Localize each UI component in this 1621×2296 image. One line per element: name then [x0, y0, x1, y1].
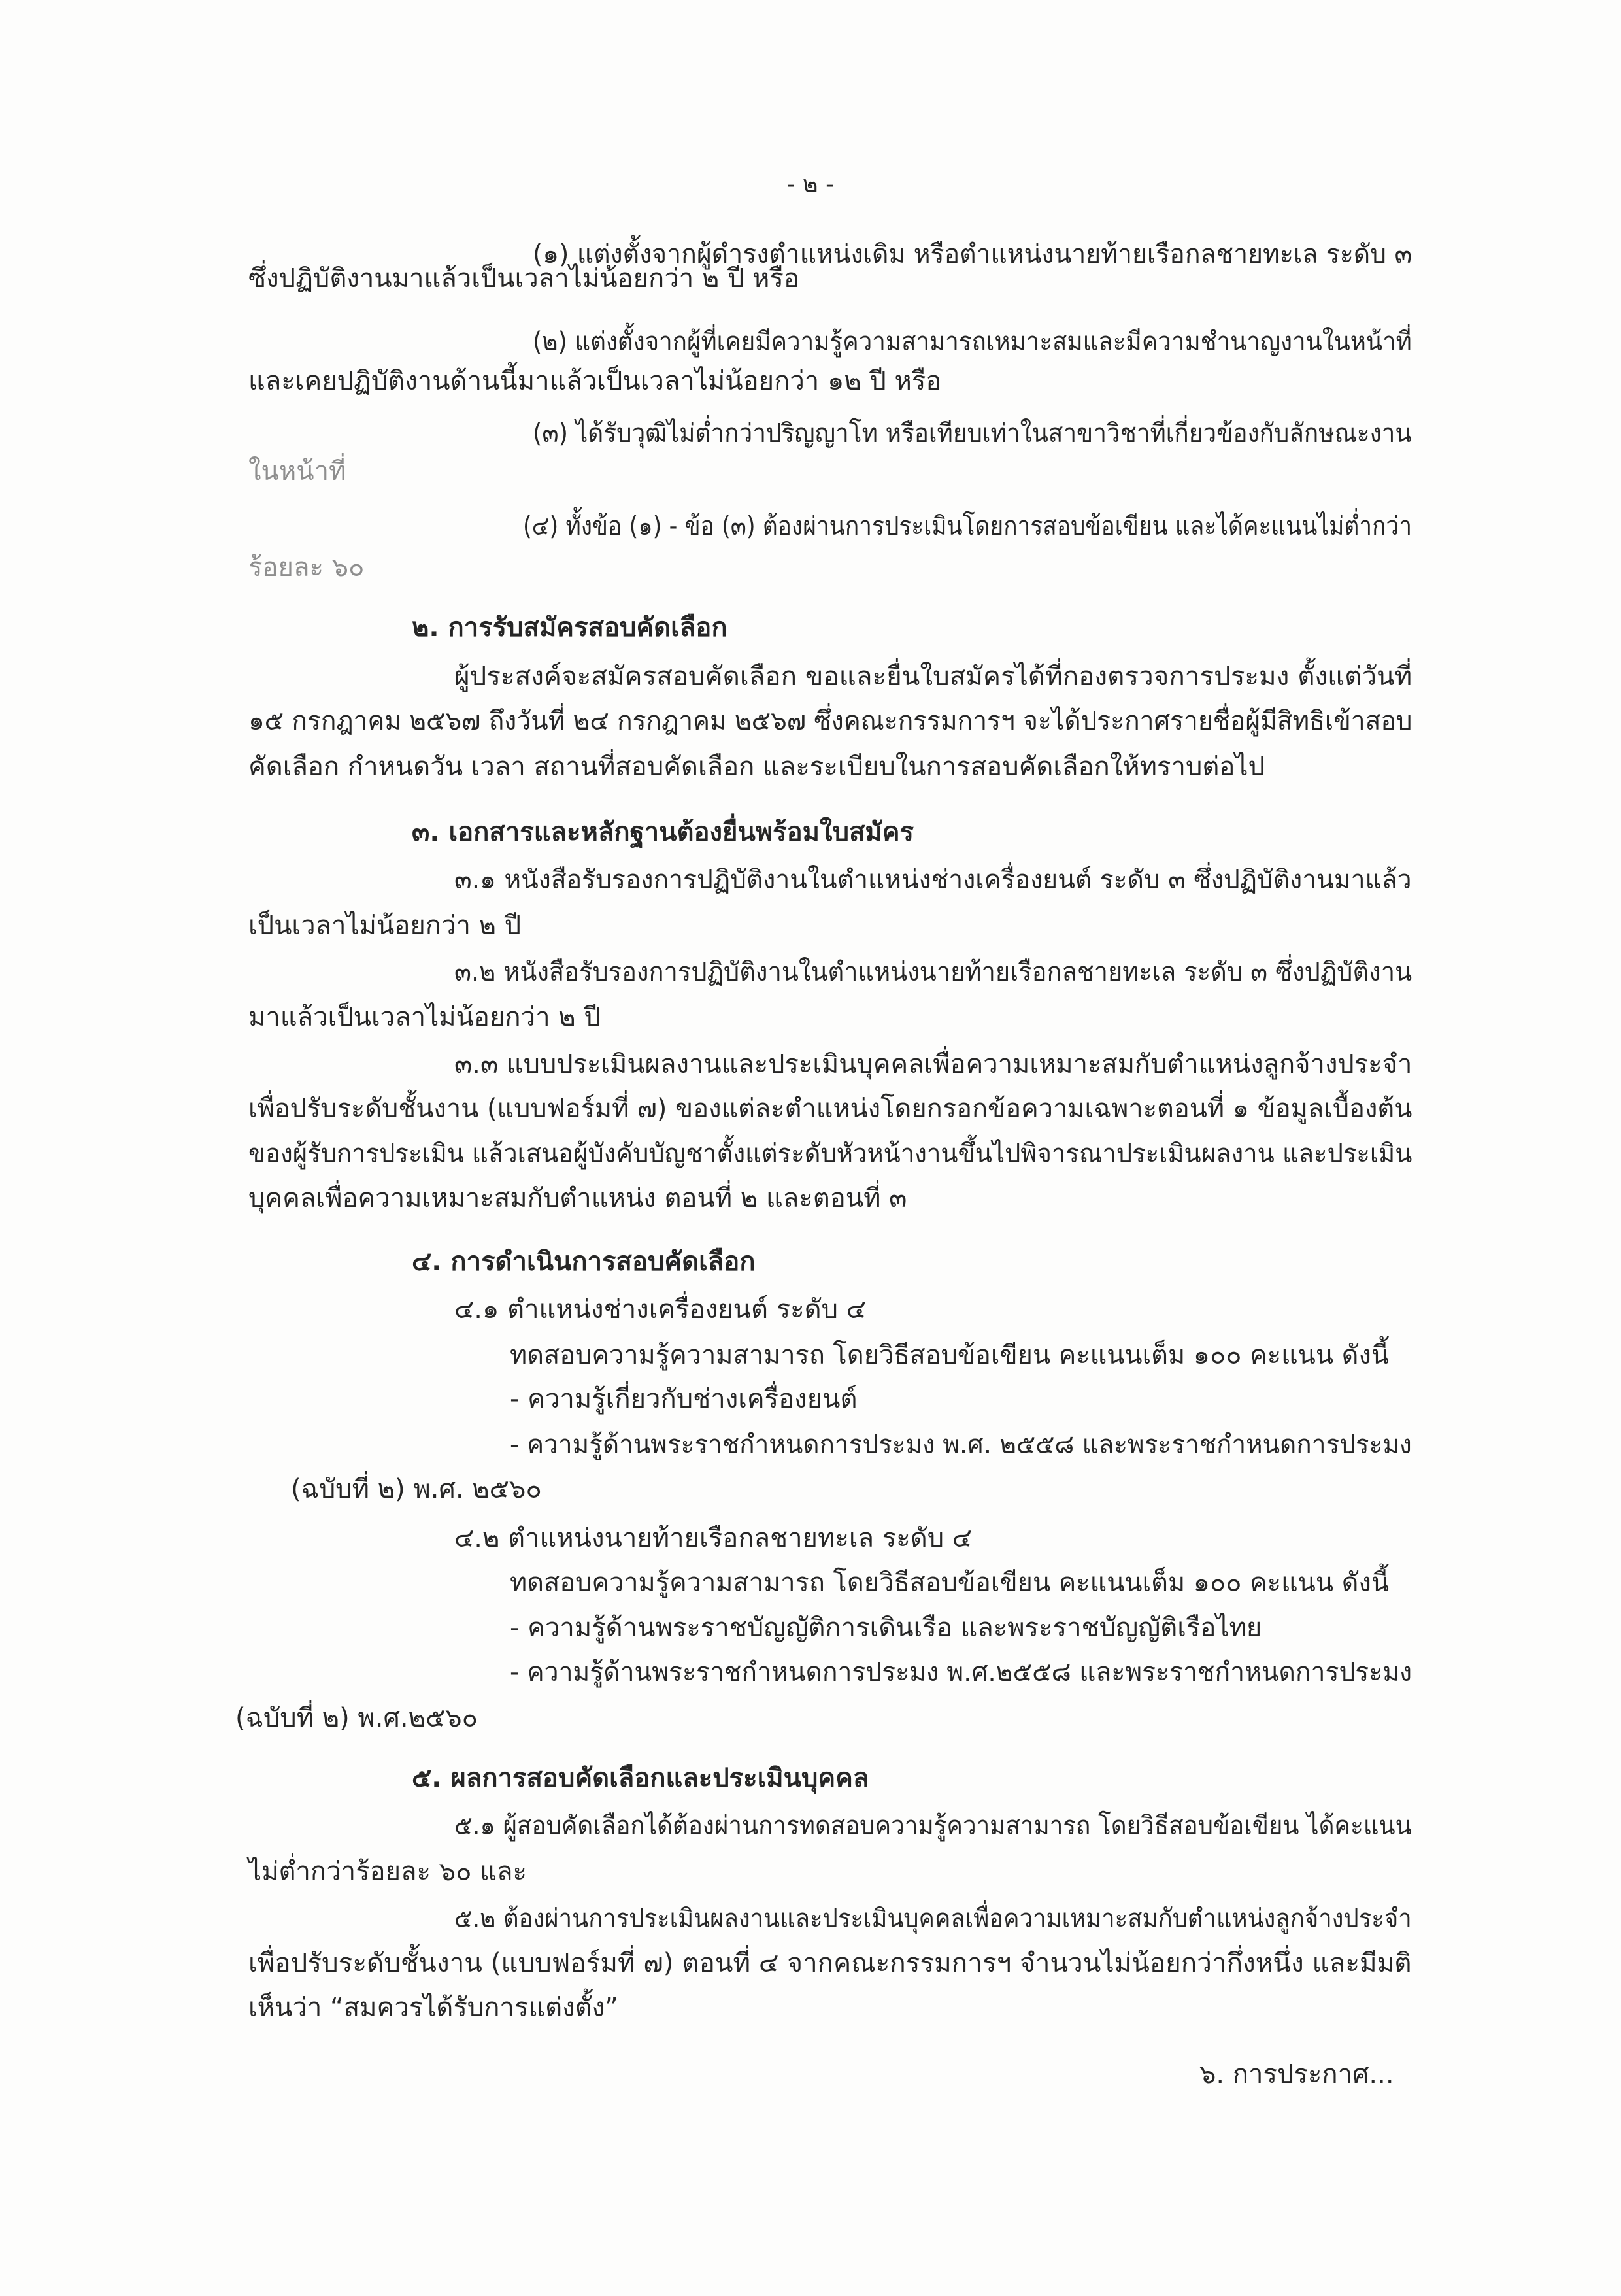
item-4-1-bullet-1: - ความรู้เกี่ยวกับช่างเครื่องยนต์: [510, 1384, 858, 1414]
item-3-1-line-1: ๓.๑ หนังสือรับรองการปฏิบัติงานในตำแหน่งช่างเครื่องยนต์ ระดับ ๓ ซึ่งปฏิบัติงานมาแล้ว: [454, 865, 1412, 895]
item-4-1-bullet-2-line-2: (ฉบับที่ ๒) พ.ศ. ๒๕๖๐: [291, 1474, 542, 1504]
item-5-1-line-2: ไม่ต่ำกว่าร้อยละ ๖๐ และ: [248, 1857, 527, 1887]
item-5-1-line-1: ๕.๑ ผู้สอบคัดเลือกได้ต้องผ่านการทดสอบความรู้ความสามารถ โดยวิธีสอบข้อเขียน ได้คะแนน: [454, 1811, 1412, 1841]
section-2-line-1: ผู้ประสงค์จะสมัครสอบคัดเลือก ขอและยื่นใบสมัครได้ที่กองตรวจการประมง ตั้งแต่วันที่: [454, 662, 1412, 692]
item-5-2-line-1: ๕.๒ ต้องผ่านการประเมินผลงานและประเมินบุคคลเพื่อความเหมาะสมกับตำแหน่งลูกจ้างประจำ: [454, 1904, 1412, 1934]
qual-item-4-line-1: (๔) ทั้งข้อ (๑) - ข้อ (๓) ต้องผ่านการประเมินโดยการสอบข้อเขียน และได้คะแนนไม่ต่ำกว่า: [523, 511, 1412, 541]
section-3-heading: ๓. เอกสารและหลักฐานต้องยื่นพร้อมใบสมัคร: [412, 817, 914, 847]
qual-item-3-line-2: ในหน้าที่: [248, 456, 346, 486]
section-4-heading: ๔. การดำเนินการสอบคัดเลือก: [412, 1247, 756, 1277]
item-4-2-title: ๔.๒ ตำแหน่งนายท้ายเรือกลชายทะเล ระดับ ๔: [454, 1523, 973, 1553]
qual-item-2-line-2: และเคยปฏิบัติงานด้านนี้มาแล้วเป็นเวลาไม่น้อยกว่า ๑๒ ปี หรือ: [248, 366, 942, 396]
item-4-2-bullet-2-line-1: - ความรู้ด้านพระราชกำหนดการประมง พ.ศ.๒๕๕๘ และพระราชกำหนดการประมง: [510, 1657, 1412, 1687]
item-3-3-line-3: ของผู้รับการประเมิน แล้วเสนอผู้บังคับบัญชาตั้งแต่ระดับหัวหน้างานขึ้นไปพิจารณาประเมินผลงาน และประเมิน: [248, 1139, 1412, 1169]
item-3-3-line-2: เพื่อปรับระดับชั้นงาน (แบบฟอร์มที่ ๗) ของแต่ละตำแหน่งโดยกรอกข้อความเฉพาะตอนที่ ๑ ข้อมูลเบื้องต้น: [248, 1094, 1412, 1124]
qual-item-3-line-1: (๓) ได้รับวุฒิไม่ต่ำกว่าปริญญาโท หรือเทียบเท่าในสาขาวิชาที่เกี่ยวข้องกับลักษณะงาน: [533, 418, 1412, 448]
qual-item-4-line-2: ร้อยละ ๖๐: [248, 552, 365, 582]
item-5-2-line-2: เพื่อปรับระดับชั้นงาน (แบบฟอร์มที่ ๗) ตอนที่ ๔ จากคณะกรรมการฯ จำนวนไม่น้อยกว่ากึ่งหนึ่ง และมีมติ: [248, 1948, 1412, 1978]
item-4-2-test: ทดสอบความรู้ความสามารถ โดยวิธีสอบข้อเขียน คะแนนเต็ม ๑๐๐ คะแนน ดังนี้: [510, 1568, 1390, 1598]
item-3-2-line-2: มาแล้วเป็นเวลาไม่น้อยกว่า ๒ ปี: [248, 1002, 601, 1032]
section-2-heading: ๒. การรับสมัครสอบคัดเลือก: [412, 613, 727, 643]
item-3-2-line-1: ๓.๒ หนังสือรับรองการปฏิบัติงานในตำแหน่งนายท้ายเรือกลชายทะเล ระดับ ๓ ซึ่งปฏิบัติงาน: [454, 957, 1412, 987]
item-5-2-line-3: เห็นว่า “สมควรได้รับการแต่งตั้ง”: [248, 1993, 618, 2023]
section-2-line-2: ๑๕ กรกฎาคม ๒๕๖๗ ถึงวันที่ ๒๔ กรกฎาคม ๒๕๖๗ ซึ่งคณะกรรมการฯ จะได้ประกาศรายชื่อผู้มีสิทธิเข้าสอบ: [248, 706, 1412, 736]
section-5-heading: ๕. ผลการสอบคัดเลือกและประเมินบุคคล: [412, 1763, 869, 1793]
page-number: - ๒ -: [786, 171, 835, 198]
item-4-1-test: ทดสอบความรู้ความสามารถ โดยวิธีสอบข้อเขียน คะแนนเต็ม ๑๐๐ คะแนน ดังนี้: [510, 1340, 1390, 1370]
item-4-1-bullet-2-line-1: - ความรู้ด้านพระราชกำหนดการประมง พ.ศ. ๒๕๕๘ และพระราชกำหนดการประมง: [510, 1430, 1412, 1460]
qual-item-1-line-2: ซึ่งปฏิบัติงานมาแล้วเป็นเวลาไม่น้อยกว่า ๒ ปี หรือ: [248, 263, 799, 294]
item-4-2-bullet-2-line-2: (ฉบับที่ ๒) พ.ศ.๒๕๖๐: [235, 1703, 478, 1733]
section-2-line-3: คัดเลือก กำหนดวัน เวลา สถานที่สอบคัดเลือก และระเบียบในการสอบคัดเลือกให้ทราบต่อไป: [248, 752, 1265, 782]
continuation-text: ๖. การประกาศ...: [1199, 2059, 1394, 2089]
item-3-3-line-4: บุคคลเพื่อความเหมาะสมกับตำแหน่ง ตอนที่ ๒ และตอนที่ ๓: [248, 1183, 907, 1213]
qual-item-1-line-1: (๑) แต่งตั้งจากผู้ดำรงตำแหน่งเดิม หรือตำแหน่งนายท้ายเรือกลชายทะเล ระดับ ๓: [533, 239, 1412, 269]
item-3-1-line-2: เป็นเวลาไม่น้อยกว่า ๒ ปี: [248, 911, 522, 941]
qual-item-2-line-1: (๒) แต่งตั้งจากผู้ที่เคยมีความรู้ความสามารถเหมาะสมและมีความชำนาญงานในหน้าที่: [533, 327, 1412, 357]
item-4-2-bullet-1: - ความรู้ด้านพระราชบัญญัติการเดินเรือ และพระราชบัญญัติเรือไทย: [510, 1613, 1262, 1643]
item-4-1-title: ๔.๑ ตำแหน่งช่างเครื่องยนต์ ระดับ ๔: [454, 1294, 866, 1325]
item-3-3-line-1: ๓.๓ แบบประเมินผลงานและประเมินบุคคลเพื่อความเหมาะสมกับตำแหน่งลูกจ้างประจำ: [454, 1049, 1412, 1079]
